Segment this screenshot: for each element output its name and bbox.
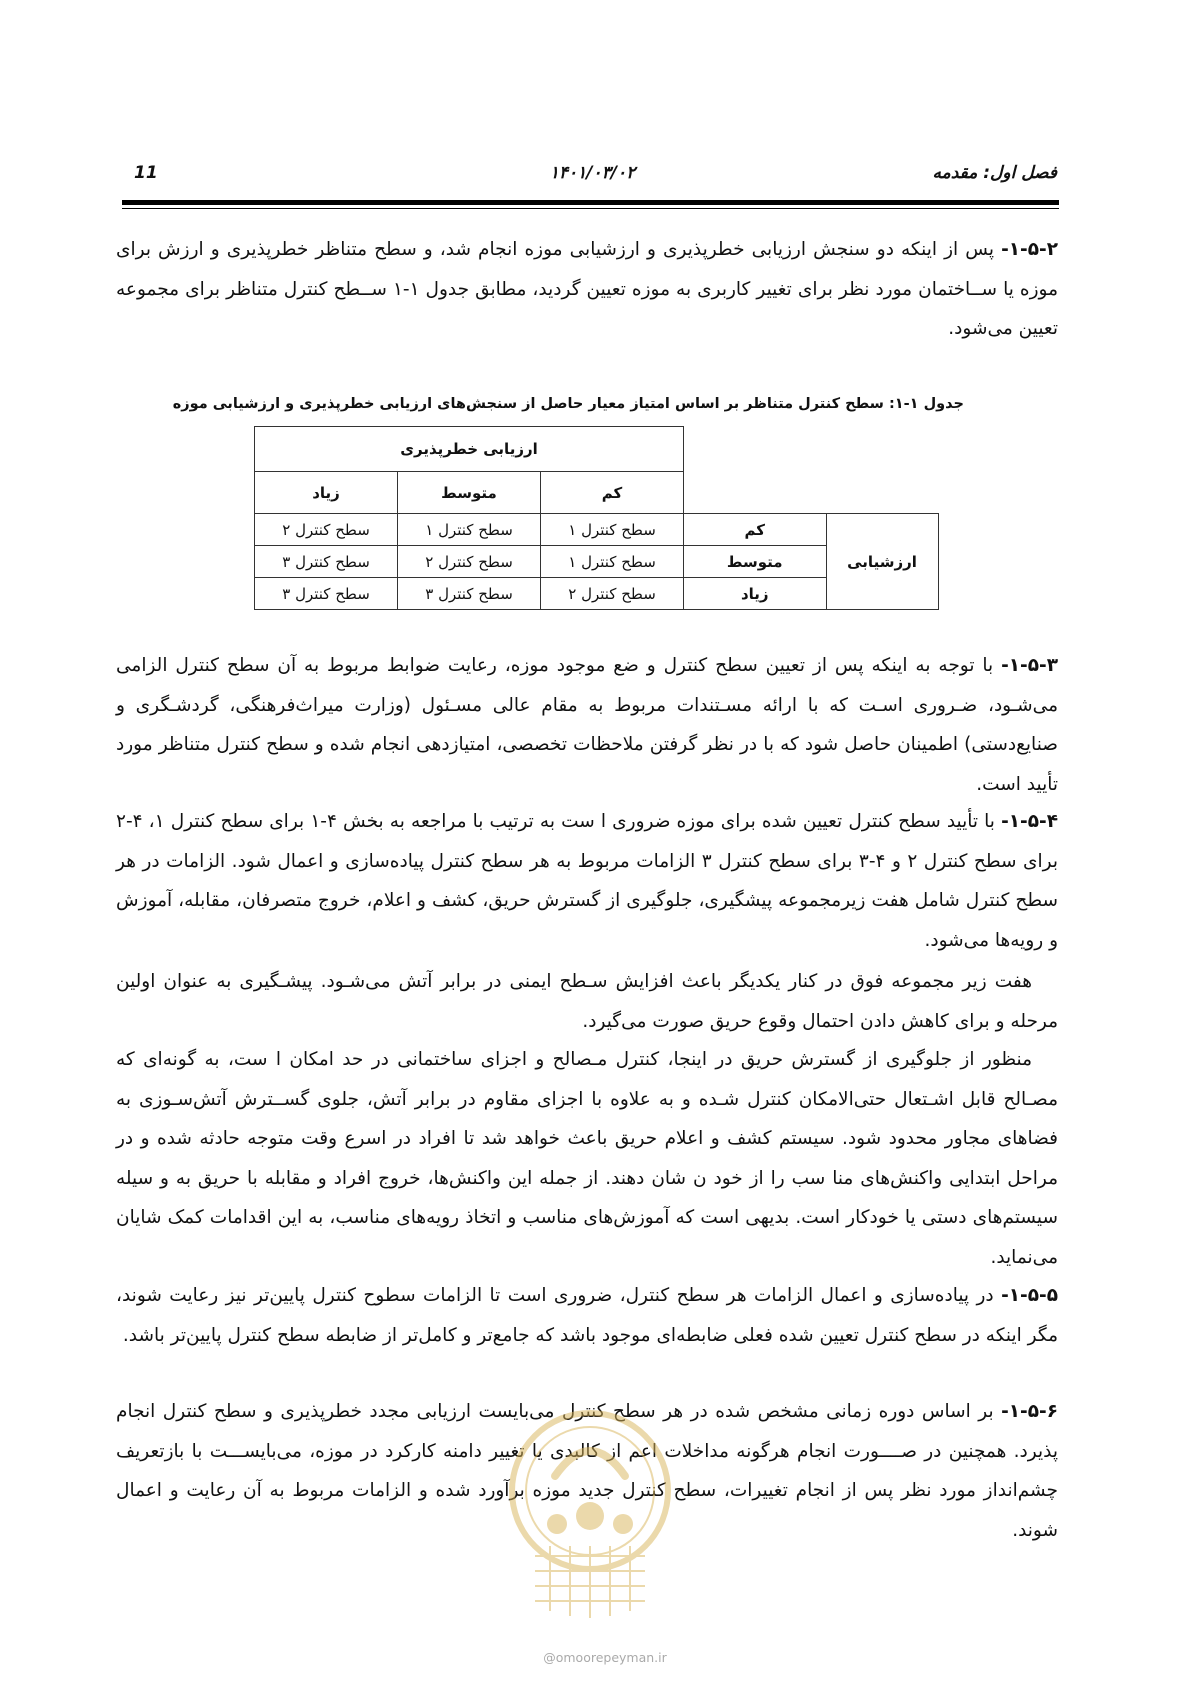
col-header-high: زیاد	[255, 472, 398, 514]
section-number: ۱-۵-۳-	[1001, 655, 1058, 676]
column-group-header: ارزیابی خطرپذیری	[255, 427, 684, 472]
seal-inner-ring	[526, 1427, 654, 1555]
table-cell: سطح کنترل ۲	[255, 514, 398, 546]
table-cell: سطح کنترل ۲	[398, 546, 541, 578]
paragraph-seven-subsets	[116, 962, 1058, 1041]
section-number: ۱-۵-۲-	[1001, 239, 1058, 260]
seal-emblem	[555, 1451, 625, 1476]
col-header-medium: متوسط	[398, 472, 541, 514]
table-cell: سطح کنترل ۲	[541, 578, 684, 610]
row-label: زیاد	[684, 578, 827, 610]
seal-figure-right	[613, 1514, 633, 1534]
table-header-row	[255, 427, 939, 472]
section-text: با توجه به اینکه پس از تعیین سطح کنترل و ضع موجود موزه، رعایت ضوابط مربوط به آن سطح کنترل الزامی می‌شـود، ضـروری اسـت که با ارائه مسـتندات مربوط به مقام عالی مسـئول (وزارت میراث‌فرهنگی، گردشـگری و صنایع‌دستی) اطمینان حاصل شود که با در نظر گرفتن ملاحظات تخصصی، امتیازدهی انجام شده و سطح کنترل متناظر مورد تأیید است.	[116, 655, 1058, 795]
paragraph-text: هفت زیر مجموعه فوق در کنار یکدیگر باعث افزایش سـطح ایمنی در برابر آتش می‌شـود. پیشـگیری به عنوان اولین مرحله و برای کاهش دادن احتمال وقوع حریق صورت می‌گیرد.	[116, 971, 1058, 1032]
section-1-5-3	[116, 646, 1058, 804]
section-text: در پیاده‌سازی و اعمال الزامات هر سطح کنترل، ضروری است تا الزامات سطوح کنترل پایین‌تر نیز رعایت شوند، مگر اینکه در سطح کنترل تعیین شده فعلی ضابطه‌ای موجود باشد که جامع‌تر و کامل‌تر از ضابطه سطح کنترل پایین‌تر باشد.	[116, 1285, 1058, 1346]
section-number: ۱-۵-۴-	[1001, 811, 1058, 832]
section-number: ۱-۵-۶-	[1001, 1401, 1058, 1422]
table-cell: سطح کنترل ۳	[255, 546, 398, 578]
seal-figure-center	[576, 1502, 604, 1530]
section-1-5-4	[116, 802, 1058, 960]
section-text: با تأیید سطح کنترل تعیین شده برای موزه ضروری ا ست به ترتیب با مراجعه به بخش ۴-۱ برای سطح کنترل ۱، ۴-۲ برای سطح کنترل ۲ و ۴-۳ برای سطح کنترل ۳ الزامات مربوط به هر سطح کنترل پیاده‌سازی و اعمال شود. الزامات در هر سطح کنترل شامل هفت زیرمجموعه پیشگیری، جلوگیری از گسترش حریق، کشف و اعلام، خروج متصرفان، مقابله، آموزش و رویه‌ها می‌شود.	[116, 811, 1058, 951]
seal-figure-left	[547, 1514, 567, 1534]
row-label: متوسط	[684, 546, 827, 578]
paragraph-text: منظور از جلوگیری از گسترش حریق در اینجا، کنترل مـصالح و اجزای ساختمانی در حد امکان ا ست، به گونه‌ای که مصـالح قابل اشـتعال حتی‌الامکان کنترل شـده و به علاوه با اجزای مقاوم در برابر آتش، جلوی گســترش آتش‌سـوزی به فضاهای مجاور محدود شود. سیستم کشف و اعلام حریق باعث خواهد شد تا افراد در اسرع وقت متوجه حادثه شده و در مراحل ابتدایی واکنش‌های منا سب را از خود ن شان دهند. از جمله این واکنش‌ها، خروج افراد و مقابله با حریق به و سیله سیستم‌های دستی یا خودکار است. بدیهی است که آموزش‌های مناسب و اتخاذ رویه‌های مناسب، به این اقدامات کمک شایان می‌نماید.	[116, 1049, 1058, 1268]
seal-grid	[535, 1546, 645, 1618]
page-header	[128, 163, 1057, 191]
chapter-title: فصل اول: مقدمه	[932, 163, 1057, 183]
section-1-5-2	[116, 230, 1058, 349]
table-cell: سطح کنترل ۳	[255, 578, 398, 610]
table-caption: جدول ۱-۱: سطح کنترل متناظر بر اساس امتیاز معیار حاصل از سنجش‌های ارزیابی خطرپذیری و ارزشیابی موزه	[172, 396, 964, 412]
table-cell: سطح کنترل ۱	[541, 514, 684, 546]
page-number: 11	[134, 163, 158, 183]
section-number: ۱-۵-۵-	[1001, 1285, 1058, 1306]
section-text: بر اساس دوره زمانی مشخص شده در هر سطح کنترل می‌بایست ارزیابی مجدد خطرپذیری و سطح کنترل انجام پذیرد. همچنین در صــــورت انجام هرگونه مداخلات اعم از کالبدی یا تغییر دامنه کارکرد در موزه، می‌بایســـت با بازتعریف چشم‌انداز مورد نظر پس از انجام تغییرات، سطح کنترل جدید موزه برآورد شده و الزامات مربوط به آن رعایت و اعمال شوند.	[116, 1401, 1058, 1541]
watermark-seal	[505, 1406, 675, 1631]
watermark-site: @omoorepeyman.ir	[543, 1650, 667, 1665]
control-level-table	[254, 426, 939, 610]
header-date: ۱۴۰۱/۰۳/۰۲	[549, 163, 636, 183]
section-1-5-5	[116, 1276, 1058, 1355]
row-label: کم	[684, 514, 827, 546]
paragraph-spread-prevention	[116, 1040, 1058, 1277]
table-cell: سطح کنترل ۱	[541, 546, 684, 578]
header-rule-thin	[122, 208, 1059, 209]
row-group-header: ارزشیابی	[826, 514, 938, 610]
col-header-low: کم	[541, 472, 684, 514]
table-cell: سطح کنترل ۳	[398, 578, 541, 610]
table-subheader-row	[255, 472, 939, 514]
table-row	[255, 514, 939, 546]
section-text: پس از اینکه دو سنجش ارزیابی خطرپذیری و ارزشیابی موزه انجام شد، و سطح متناظر خطرپذیری و ارزش برای موزه یا ســاختمان مورد نظر برای تغییر کاربری به موزه تعیین گردید، مطابق جدول ۱-۱ ســطح کنترل متناظر برای مجموعه تعیین می‌شود.	[116, 239, 1058, 339]
seal-outer-ring	[512, 1413, 668, 1569]
table-cell: سطح کنترل ۱	[398, 514, 541, 546]
header-rule-thick	[122, 200, 1059, 205]
